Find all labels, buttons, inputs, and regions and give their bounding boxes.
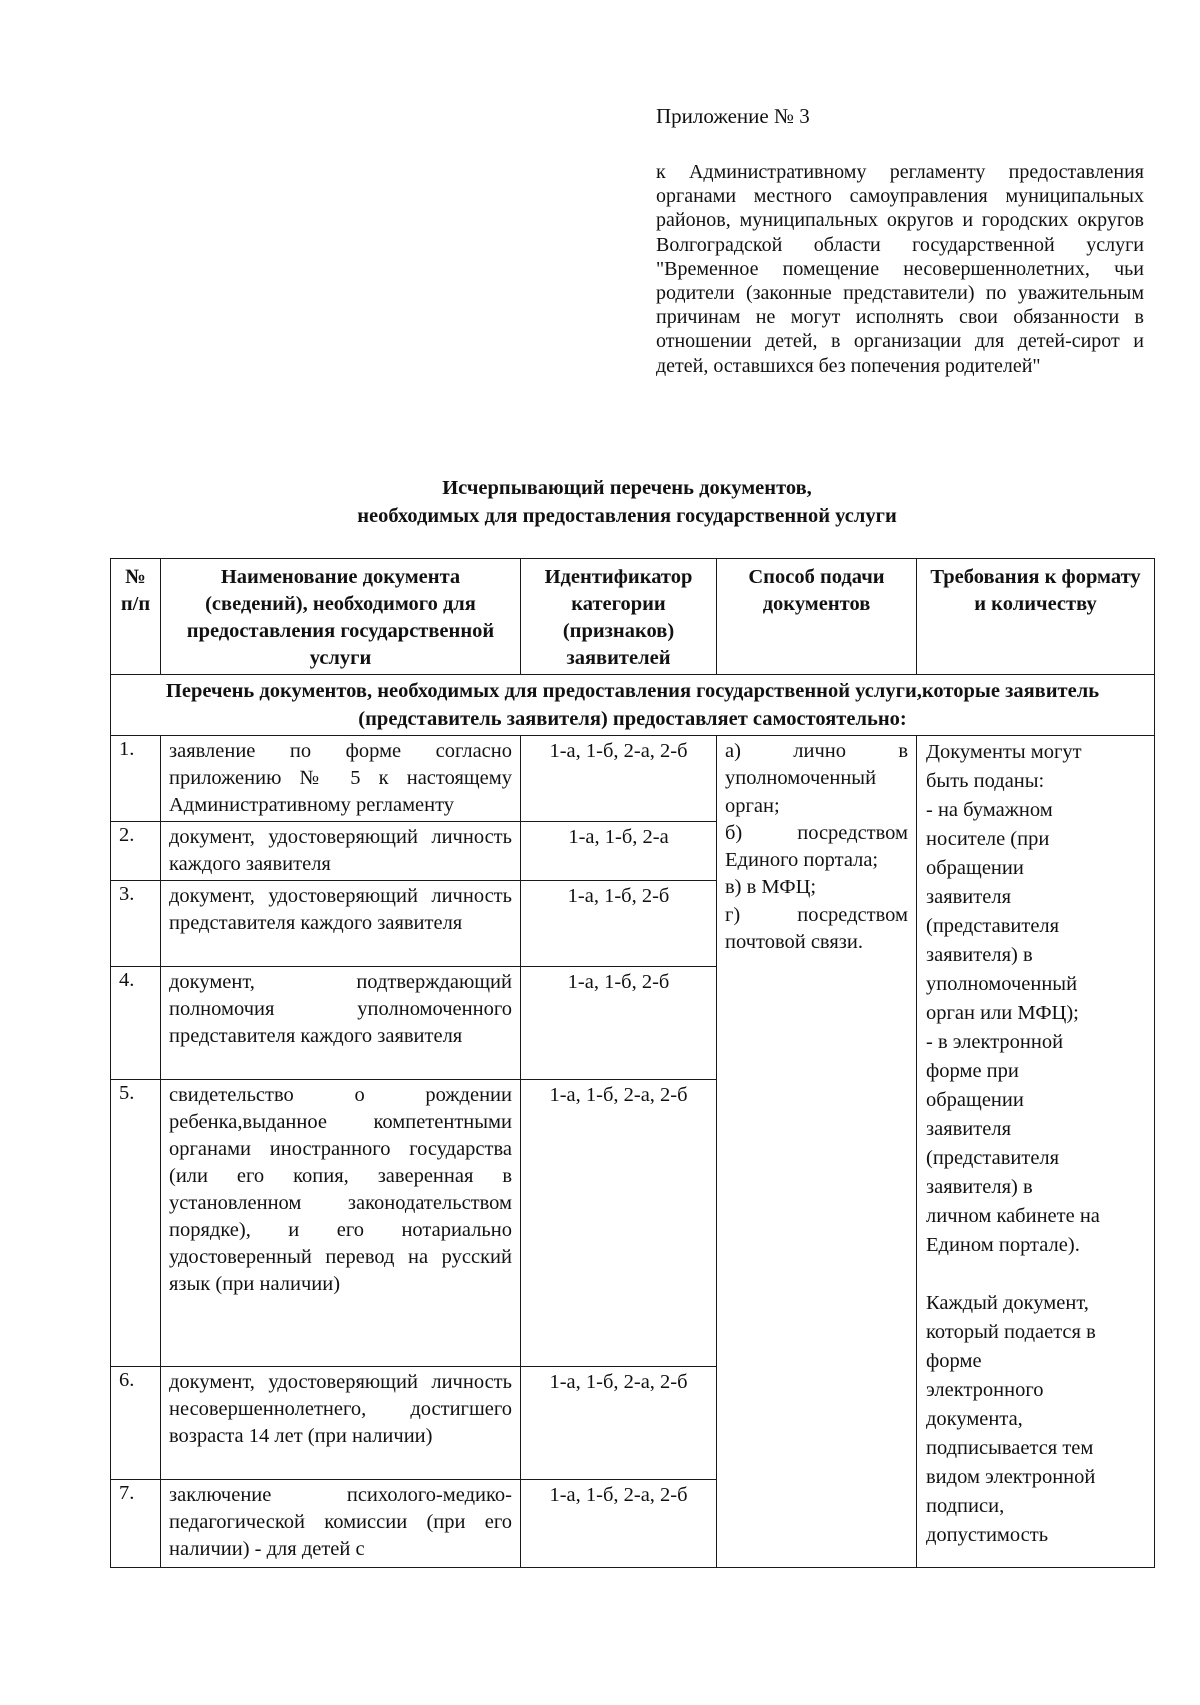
- row-document-name: документ, удостоверяющий личность каждого заявителя: [161, 822, 521, 881]
- requirements-cell: [917, 736, 1155, 1568]
- header-submission-method: Способ подачи документов: [717, 559, 917, 675]
- row-number: 5.: [111, 1080, 161, 1367]
- req-line: заявителя: [926, 1118, 1011, 1140]
- document-title-line-2: необходимых для предоставления государственной услуги: [357, 505, 897, 527]
- req-line: - на бумажном: [926, 799, 1053, 821]
- row-number: 3.: [111, 881, 161, 967]
- row-category: 1-а, 1-б, 2-а, 2-б: [521, 1080, 717, 1367]
- appendix-title: Приложение № 3: [656, 104, 810, 128]
- method-portal: б) посредством Единого портала;: [725, 821, 908, 872]
- table-row: [111, 736, 1155, 822]
- section-title: Перечень документов, необходимых для предоставления государственной услуги,которые заявитель (представитель заявителя) предоставляет самостоятельно:: [111, 675, 1155, 736]
- req-line: форме: [926, 1350, 982, 1372]
- req-line: форме при: [926, 1060, 1019, 1082]
- header-applicant-category: Идентификатор категории (признаков) заявителей: [521, 559, 717, 675]
- row-category: 1-а, 1-б, 2-б: [521, 881, 717, 967]
- row-category: 1-а, 1-б, 2-а: [521, 822, 717, 881]
- row-category: 1-а, 1-б, 2-а, 2-б: [521, 1480, 717, 1568]
- documents-table: [110, 558, 1155, 1568]
- req-line: подписи,: [926, 1495, 1005, 1517]
- req-line: - в электронной: [926, 1031, 1064, 1053]
- row-number: 7.: [111, 1480, 161, 1568]
- req-line: документа,: [926, 1408, 1023, 1430]
- row-document-name: заключение психолого-медико-педагогической комиссии (при его наличии) - для детей с: [161, 1480, 521, 1568]
- row-number: 2.: [111, 822, 161, 881]
- req-line: заявителя) в: [926, 1176, 1033, 1198]
- header-requirements: Требования к формату и количеству: [917, 559, 1155, 675]
- row-number: 1.: [111, 736, 161, 822]
- row-number: 6.: [111, 1367, 161, 1480]
- req-line: заявителя) в: [926, 944, 1033, 966]
- header-num: № п/п: [111, 559, 161, 675]
- req-line: личном кабинете на: [926, 1205, 1100, 1227]
- req-line: который подается в: [926, 1321, 1096, 1343]
- method-post: г) посредством почтовой связи.: [725, 903, 908, 954]
- row-document-name: документ, удостоверяющий личность представителя каждого заявителя: [161, 881, 521, 967]
- row-document-name: заявление по форме согласно приложению № 5 к настоящему Административному регламенту: [161, 736, 521, 822]
- document-title: [100, 474, 1154, 530]
- row-document-name: документ, удостоверяющий личность несовершеннолетнего, достигшего возраста 14 лет (при наличии): [161, 1367, 521, 1480]
- req-line: обращении: [926, 1089, 1024, 1111]
- row-document-name: документ, подтверждающий полномочия уполномоченного представителя каждого заявителя: [161, 967, 521, 1080]
- method-mfc: в) в МФЦ;: [725, 876, 817, 899]
- header-document-name: Наименование документа (сведений), необходимого для предоставления государственной услуги: [161, 559, 521, 675]
- row-category: 1-а, 1-б, 2-а, 2-б: [521, 1367, 717, 1480]
- req-line: обращении: [926, 857, 1024, 879]
- document-title-line-1: Исчерпывающий перечень документов,: [442, 477, 812, 499]
- req-line: электронного: [926, 1379, 1044, 1401]
- req-line: Документы могут: [926, 741, 1082, 763]
- req-line: заявителя: [926, 886, 1011, 908]
- req-line: Едином портале).: [926, 1234, 1080, 1256]
- req-line: (представителя: [926, 1147, 1060, 1169]
- req-line: видом электронной: [926, 1466, 1096, 1488]
- row-category: 1-а, 1-б, 2-б: [521, 967, 717, 1080]
- row-number: 4.: [111, 967, 161, 1080]
- req-line: подписывается тем: [926, 1437, 1094, 1459]
- req-line: уполномоченный: [926, 973, 1078, 995]
- req-line: допустимость: [926, 1524, 1049, 1546]
- req-line: (представителя: [926, 915, 1060, 937]
- section-row: [111, 675, 1155, 736]
- row-document-name: свидетельство о рождении ребенка,выданное компетентными органами иностранного государства (или его копия, заверенная в установленном законодательством порядке), и его нотариально удостоверенный перевод на русский язык (при наличии): [161, 1080, 521, 1367]
- req-line: Каждый документ,: [926, 1292, 1089, 1314]
- method-in-person: а) лично в уполномоченный орган;: [725, 740, 908, 817]
- appendix-text: к Административному регламенту предоставления органами местного самоуправления муниципальных районов, муниципальных округов и городских округов Волгоградской области государственной услуги "Временное помещение несовершеннолетних, чьи родители (законные представители) по уважительным причинам не могут исполнять свои обязанности в отношении детей, в организации для детей-сирот и детей, оставшихся без попечения родителей": [656, 161, 1144, 377]
- submission-method-cell: [717, 736, 917, 1568]
- req-line: быть поданы:: [926, 770, 1045, 792]
- table-header-row: [111, 559, 1155, 675]
- req-line: носителе (при: [926, 828, 1050, 850]
- req-line: орган или МФЦ);: [926, 1002, 1079, 1024]
- row-category: 1-а, 1-б, 2-а, 2-б: [521, 736, 717, 822]
